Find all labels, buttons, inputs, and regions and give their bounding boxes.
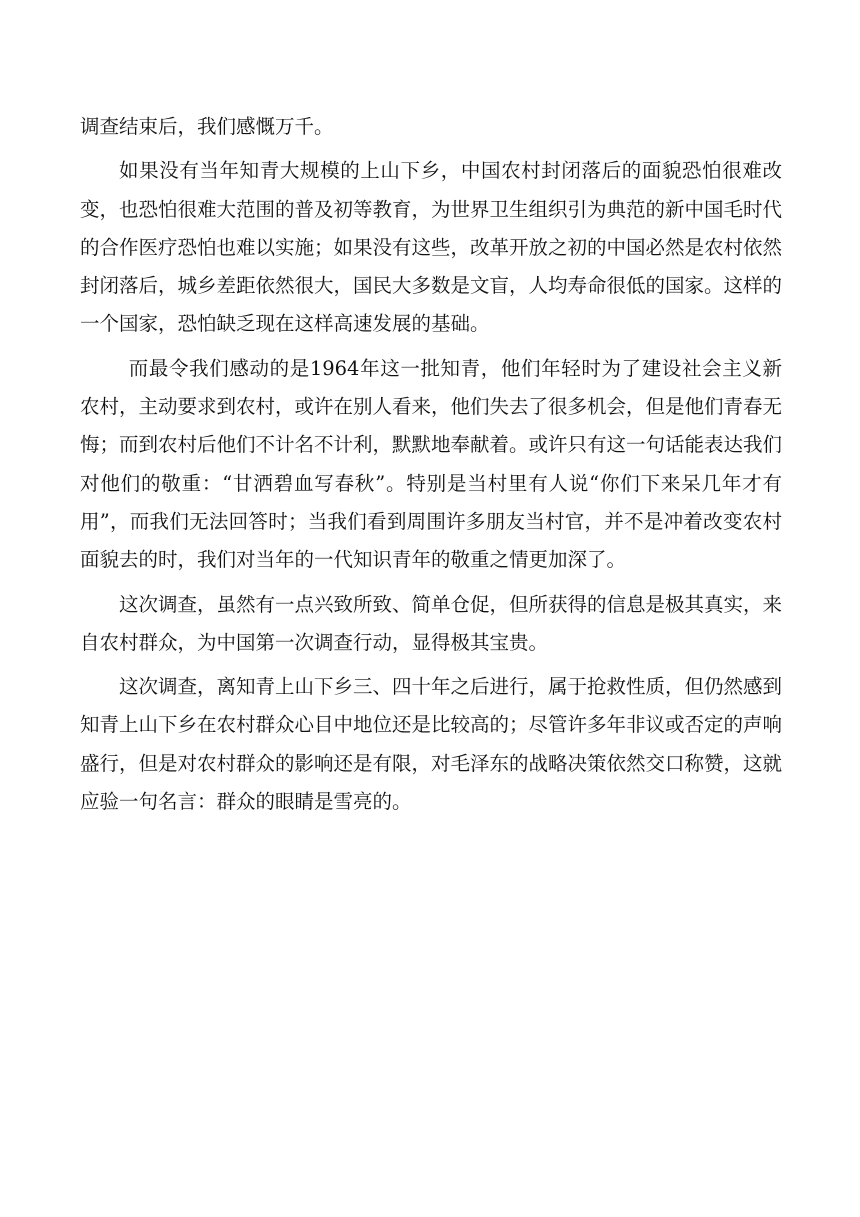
paragraph-2: 如果没有当年知青大规模的上山下乡，中国农村封闭落后的面貌恐怕很难改变，也恐怕很难大范围的普及初等教育，为世界卫生组织引为典范的新中国毛时代的合作医疗恐怕也难以实施；如果没有这些，改革开放之初的中国必然是农村依然封闭落后，城乡差距依然很大，国民大多数是文盲，人均寿命很低的国家。这样的一个国家，恐怕缺乏现在这样高速发展的基础。: [80, 159, 783, 336]
paragraph-1: 调查结束后，我们感慨万千。: [80, 115, 334, 138]
paragraph-3: 而最令我们感动的是1964年这一批知青，他们年轻时为了建设社会主义新农村，主动要求到农村，或许在别人看来，他们失去了很多机会，但是他们青春无悔；而到农村后他们不计名不计利，默默地奉献着。或许只有这一句话能表达我们对他们的敬重：“甘洒碧血写春秋”。特别是当村里有人说“你们下来呆几年才有用”，而我们无法回答时；当我们看到周围许多朋友当村官，并不是冲着改变农村面貌去的时，我们对当年的一代知识青年的敬重之情更加深了。: [80, 356, 783, 572]
document-body: [80, 108, 782, 827]
paragraph-5: 这次调查，离知青上山下乡三、四十年之后进行，属于抢救性质，但仍然感到知青上山下乡在农村群众心目中地位还是比较高的；尽管许多年非议或否定的声响盛行，但是对农村群众的影响还是有限，对毛泽东的战略决策依然交口称赞，这就应验一句名言：群众的眼睛是雪亮的。: [80, 675, 783, 814]
paragraph-4: 这次调查，虽然有一点兴致所致、简单仓促，但所获得的信息是极其真实，来自农村群众，为中国第一次调查行动，显得极其宝贵。: [80, 592, 783, 654]
